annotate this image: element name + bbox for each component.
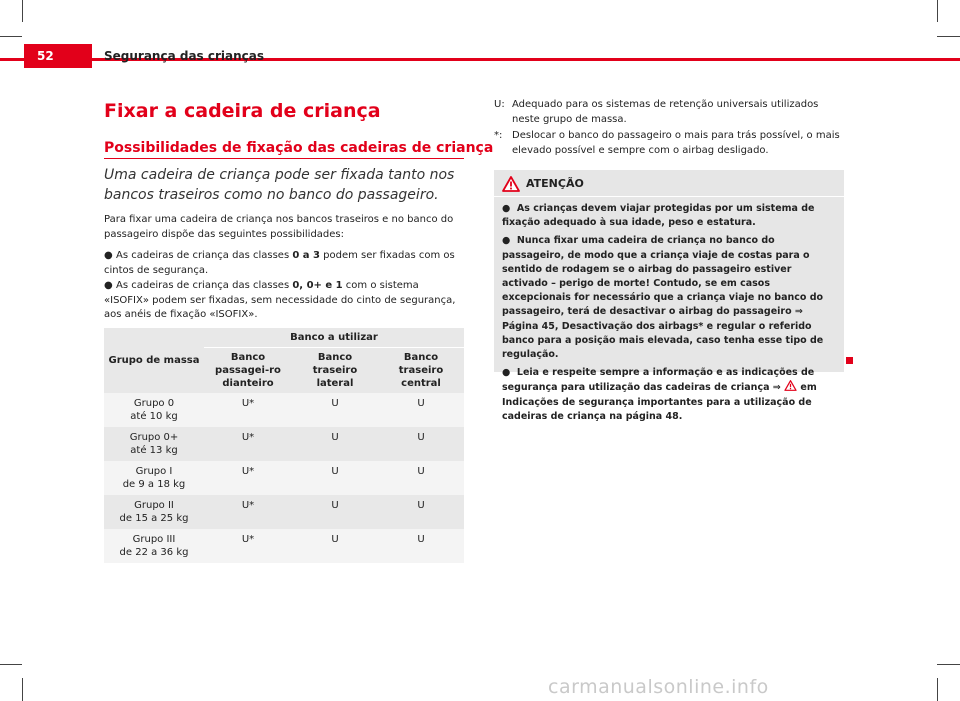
bullet-icon: ● (104, 280, 113, 291)
legend-text: Adequado para os sistemas de retenção universais utilizados neste grupo de massa. (512, 99, 819, 125)
warning-box (494, 170, 844, 422)
table-row (104, 495, 464, 529)
table-cell: U* (204, 427, 292, 461)
crop-mark (937, 664, 960, 665)
table-cell-group: Grupo I de 9 a 18 kg (104, 461, 204, 495)
table-header-rear-center: Banco traseiro central (378, 348, 464, 394)
warning-title: ATENÇÃO (526, 177, 584, 190)
table-row (104, 529, 464, 563)
bullet-icon: ● (502, 203, 517, 214)
table-header-seat: Banco a utilizar (204, 328, 464, 348)
crop-mark (0, 664, 22, 665)
table-cell-group: Grupo 0 até 10 kg (104, 393, 204, 427)
table-cell: U (378, 427, 464, 461)
table-header-group: Grupo de massa (104, 328, 204, 393)
warning-body (502, 202, 838, 428)
table-cell: U (378, 461, 464, 495)
table-row (104, 427, 464, 461)
table-cell: U (378, 495, 464, 529)
table-cell: U* (204, 495, 292, 529)
table-row (104, 461, 464, 495)
intro-paragraph: Para fixar uma cadeira de criança nos bancos traseiros e no banco do passageiro dispõe das seguintes possibilidades: (104, 214, 454, 240)
section-title: Segurança das crianças (104, 49, 265, 63)
table-cell-group: Grupo III de 22 a 36 kg (104, 529, 204, 563)
table-header-front: Banco passagei-ro dianteiro (204, 348, 292, 394)
table-row (104, 393, 464, 427)
warning-triangle-icon (784, 380, 797, 391)
table-cell: U* (204, 393, 292, 427)
bullet-icon: ● (502, 367, 517, 379)
crop-mark (937, 0, 938, 22)
legend-key: U: (494, 99, 505, 110)
warning-header (494, 170, 844, 197)
legend-item (494, 129, 844, 158)
legend-text: Deslocar o banco do passageiro o mais para trás possível, o mais elevado possível e sempre com o airbag desligado. (512, 130, 840, 156)
page-number-badge (24, 44, 92, 68)
table-cell: U (378, 529, 464, 563)
bullet-icon: ● (104, 250, 113, 261)
crop-mark (22, 678, 23, 701)
table-cell: U (292, 495, 378, 529)
table-cell-group: Grupo 0+ até 13 kg (104, 427, 204, 461)
crop-mark (937, 36, 960, 37)
table-header-rear-side: Banco traseiro lateral (292, 348, 378, 394)
crop-mark (0, 36, 22, 37)
crop-mark (937, 678, 938, 701)
warning-item: ● Nunca fixar uma cadeira de criança no banco do passageiro, de modo que a criança viaje de costas para o sentido de rodagem se o airbag do passageiro estiver activado – perigo de morte! Contudo, se em casos excepcionais for necessário que a criança viaje no banco do passageiro, terá de desactivar o airbag do passageiro ⇒ Página 45, Desactivação dos airbags* e regular o referido banco para a posição mais elevada, caso tenha esse tipo de regulação. (502, 235, 824, 361)
crop-mark (22, 0, 23, 22)
mass-group-table (104, 328, 464, 563)
warning-item: ● Leia e respeite sempre a informação e as indicações de segurança para utilização das cadeiras de criança ⇒ em Indicações de segurança importantes para a utilização de cadeiras de criança na página 48. (502, 367, 817, 422)
subtitle-rule (104, 158, 464, 159)
bullet-item: ● As cadeiras de criança das classes 0 a 3 podem ser fixadas com os cintos de segurança. (104, 250, 455, 276)
table-cell: U* (204, 461, 292, 495)
section-end-marker (846, 357, 853, 364)
warning-triangle-icon (502, 176, 520, 192)
table-cell: U* (204, 529, 292, 563)
page-number: 52 (37, 49, 54, 63)
table-cell: U (292, 529, 378, 563)
bullet-item: ● As cadeiras de criança das classes 0, 0+ e 1 com o sistema «ISOFIX» podem ser fixadas, sem necessidade do cinto de segurança, aos anéis de fixação «ISOFIX». (104, 280, 456, 320)
table-cell: U (292, 461, 378, 495)
watermark: carmanualsonline.info (548, 676, 769, 698)
lead-paragraph: Uma cadeira de criança pode ser fixada tanto nos bancos traseiros como no banco do passageiro. (104, 167, 455, 203)
page-title: Fixar a cadeira de criança (104, 100, 381, 122)
bullet-icon: ● (502, 235, 517, 247)
table-cell: U (292, 393, 378, 427)
table-cell: U (292, 427, 378, 461)
legend-key: *: (494, 130, 503, 141)
table-cell-group: Grupo II de 15 a 25 kg (104, 495, 204, 529)
legend-item (494, 98, 844, 127)
section-subtitle: Possibilidades de fixação das cadeiras de criança (104, 140, 494, 156)
warning-item: ● As crianças devem viajar protegidas por um sistema de fixação adequado à sua idade, peso e estatura. (502, 203, 815, 229)
table-cell: U (378, 393, 464, 427)
